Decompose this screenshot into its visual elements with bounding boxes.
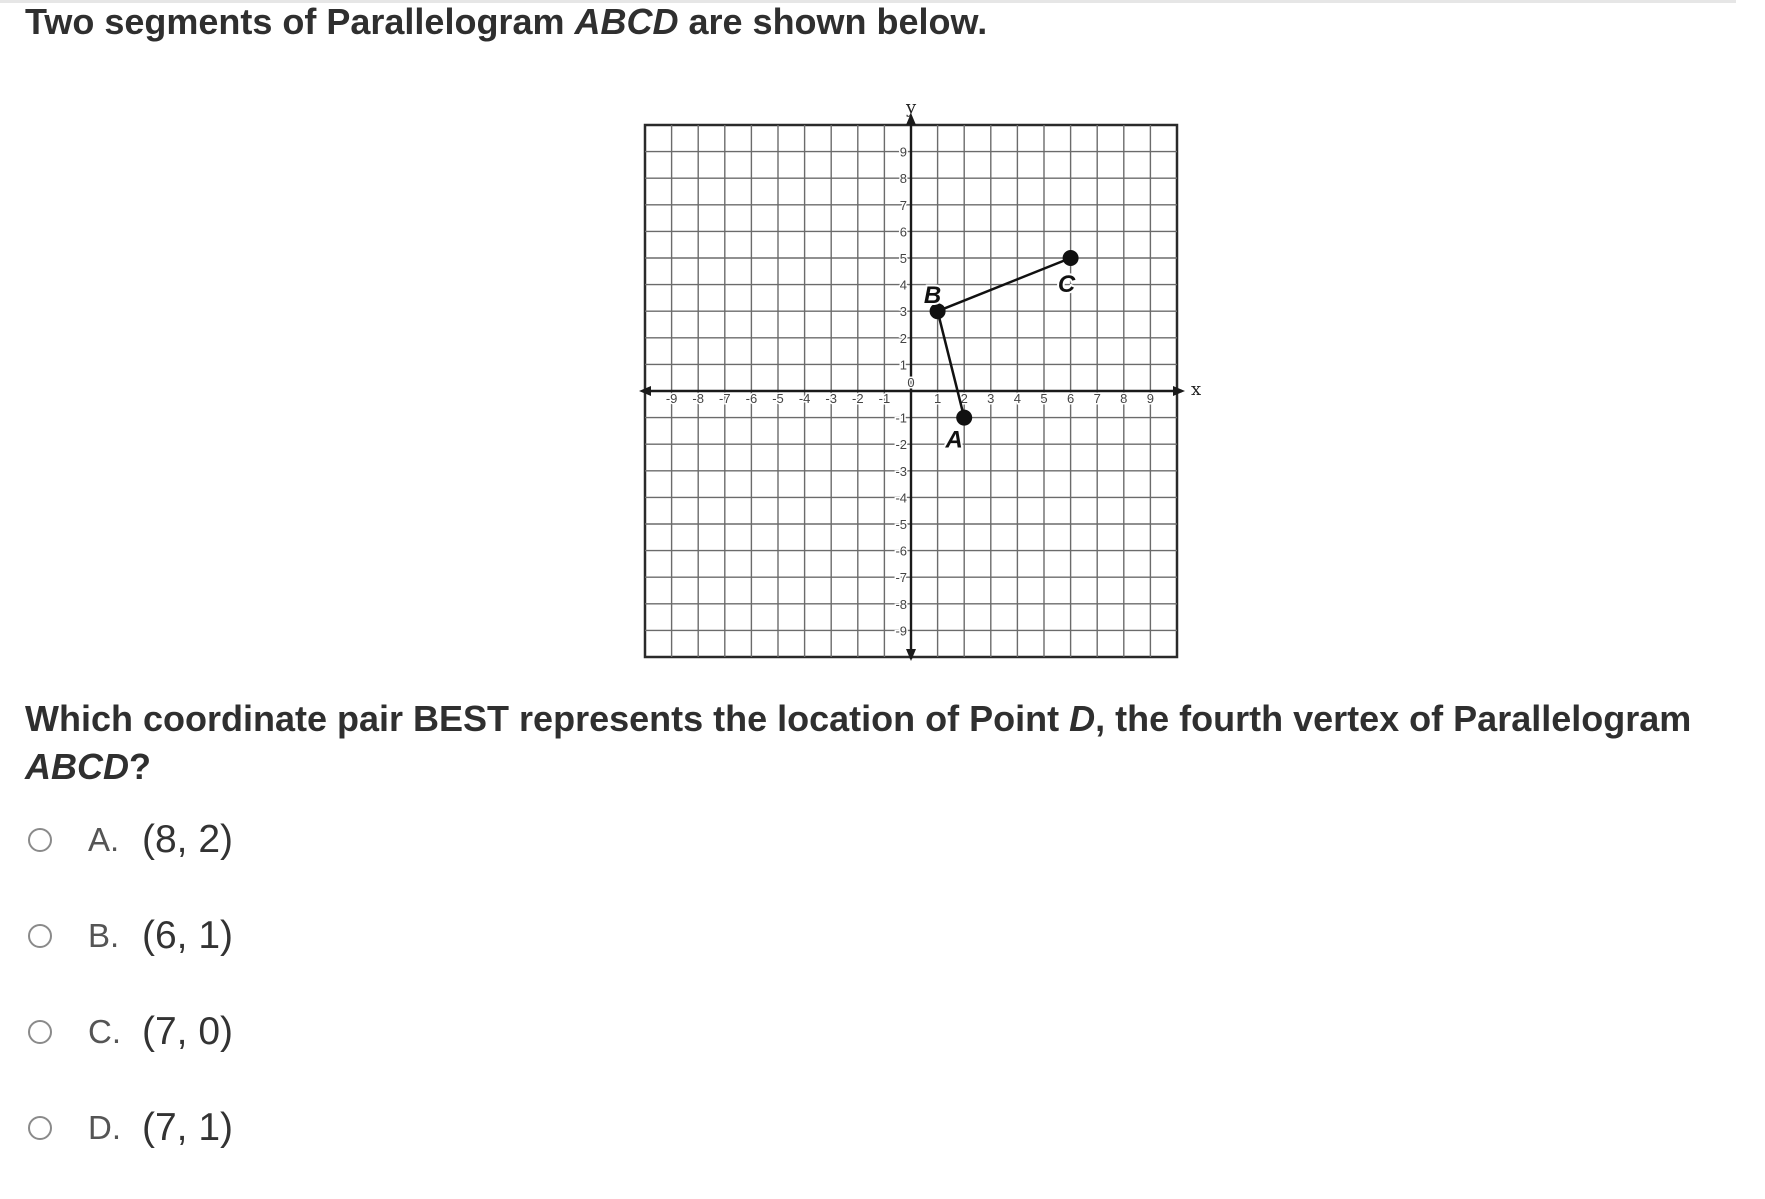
choice-letter: B. xyxy=(88,917,120,954)
x-axis-label: x xyxy=(1191,379,1202,400)
question-parallelogram-name: ABCD xyxy=(25,746,129,787)
y-tick-label: 8 xyxy=(899,171,907,187)
choice-d[interactable] xyxy=(25,1103,233,1153)
y-tick-label: -6 xyxy=(895,543,907,559)
y-tick-label: -9 xyxy=(895,623,907,639)
y-tick-label: -1 xyxy=(895,410,907,426)
y-tick-label: 6 xyxy=(899,224,907,240)
x-tick-label: -6 xyxy=(745,391,758,406)
y-tick-label: -7 xyxy=(895,570,907,586)
choice-value: (7, 1) xyxy=(142,1106,234,1149)
x-tick-label: -9 xyxy=(665,391,678,406)
question-text-before: Which coordinate pair BEST represents the location of Point xyxy=(25,698,1070,739)
point-a xyxy=(956,410,972,426)
stem-prefix: Two segments of Parallelogram xyxy=(25,1,575,42)
coordinate-plane-svg xyxy=(640,97,1202,670)
x-tick-label: -1 xyxy=(878,391,891,406)
point-c xyxy=(1063,250,1079,266)
radio-button-a[interactable] xyxy=(28,828,52,852)
choice-b[interactable] xyxy=(25,911,233,961)
x-tick-label: 9 xyxy=(1146,391,1155,406)
x-tick-label: -7 xyxy=(719,391,731,406)
y-tick-label: 7 xyxy=(899,197,907,213)
stem-parallelogram-name: ABCD xyxy=(574,1,679,42)
x-tick-label: -2 xyxy=(852,391,864,406)
y-tick-label: -8 xyxy=(895,596,907,612)
coordinate-graph xyxy=(640,97,1202,670)
y-tick-label: 3 xyxy=(899,304,907,320)
choice-value: (6, 1) xyxy=(142,914,234,957)
choice-a[interactable] xyxy=(25,815,233,865)
x-tick-label: -5 xyxy=(772,391,784,406)
x-tick-label: 8 xyxy=(1120,391,1128,406)
question-text-after: ? xyxy=(129,746,151,787)
y-tick-label: -5 xyxy=(895,517,907,532)
y-tick-label: -3 xyxy=(895,463,907,479)
x-tick-label: 6 xyxy=(1066,391,1075,406)
radio-button-b[interactable] xyxy=(28,924,52,948)
question-point-name: D xyxy=(1069,698,1096,739)
x-tick-label: 1 xyxy=(933,391,942,406)
x-tick-label: 2 xyxy=(960,391,968,406)
x-tick-label: 4 xyxy=(1013,391,1022,406)
stem-suffix: are shown below. xyxy=(678,1,988,42)
choice-value: (8, 2) xyxy=(142,818,234,861)
y-tick-label: 2 xyxy=(899,330,907,346)
question-prompt xyxy=(25,695,1765,791)
choice-value: (7, 0) xyxy=(142,1010,234,1053)
point-label-c: C xyxy=(1057,271,1076,298)
choice-letter: C. xyxy=(88,1013,121,1050)
radio-button-d[interactable] xyxy=(28,1116,52,1140)
x-tick-label: 5 xyxy=(1040,391,1048,406)
y-tick-label: 5 xyxy=(899,251,907,266)
y-tick-label: 9 xyxy=(899,144,907,160)
x-axis-arrow-right xyxy=(1173,386,1185,396)
radio-button-c[interactable] xyxy=(28,1020,52,1044)
y-tick-label: -2 xyxy=(895,437,907,453)
point-label-a: A xyxy=(945,426,963,454)
x-tick-label: -3 xyxy=(825,391,837,406)
x-tick-label: -4 xyxy=(798,391,811,406)
question-stem xyxy=(25,0,987,44)
x-tick-label: 3 xyxy=(987,391,995,406)
y-tick-label: 1 xyxy=(899,357,907,373)
y-tick-label: -4 xyxy=(895,490,907,506)
y-tick-label: 4 xyxy=(899,277,907,293)
choice-letter: D. xyxy=(88,1109,121,1146)
choice-c[interactable] xyxy=(25,1007,233,1057)
x-tick-label: -8 xyxy=(692,391,704,406)
y-axis-label: y xyxy=(906,97,917,118)
choice-letter: A. xyxy=(88,821,120,858)
answer-choices xyxy=(25,815,233,1199)
question-text-middle: , the fourth vertex of Parallelogram xyxy=(1095,698,1692,739)
x-tick-label: 0 xyxy=(907,375,915,390)
x-tick-label: 7 xyxy=(1093,391,1101,406)
point-label-b: B xyxy=(923,282,942,310)
